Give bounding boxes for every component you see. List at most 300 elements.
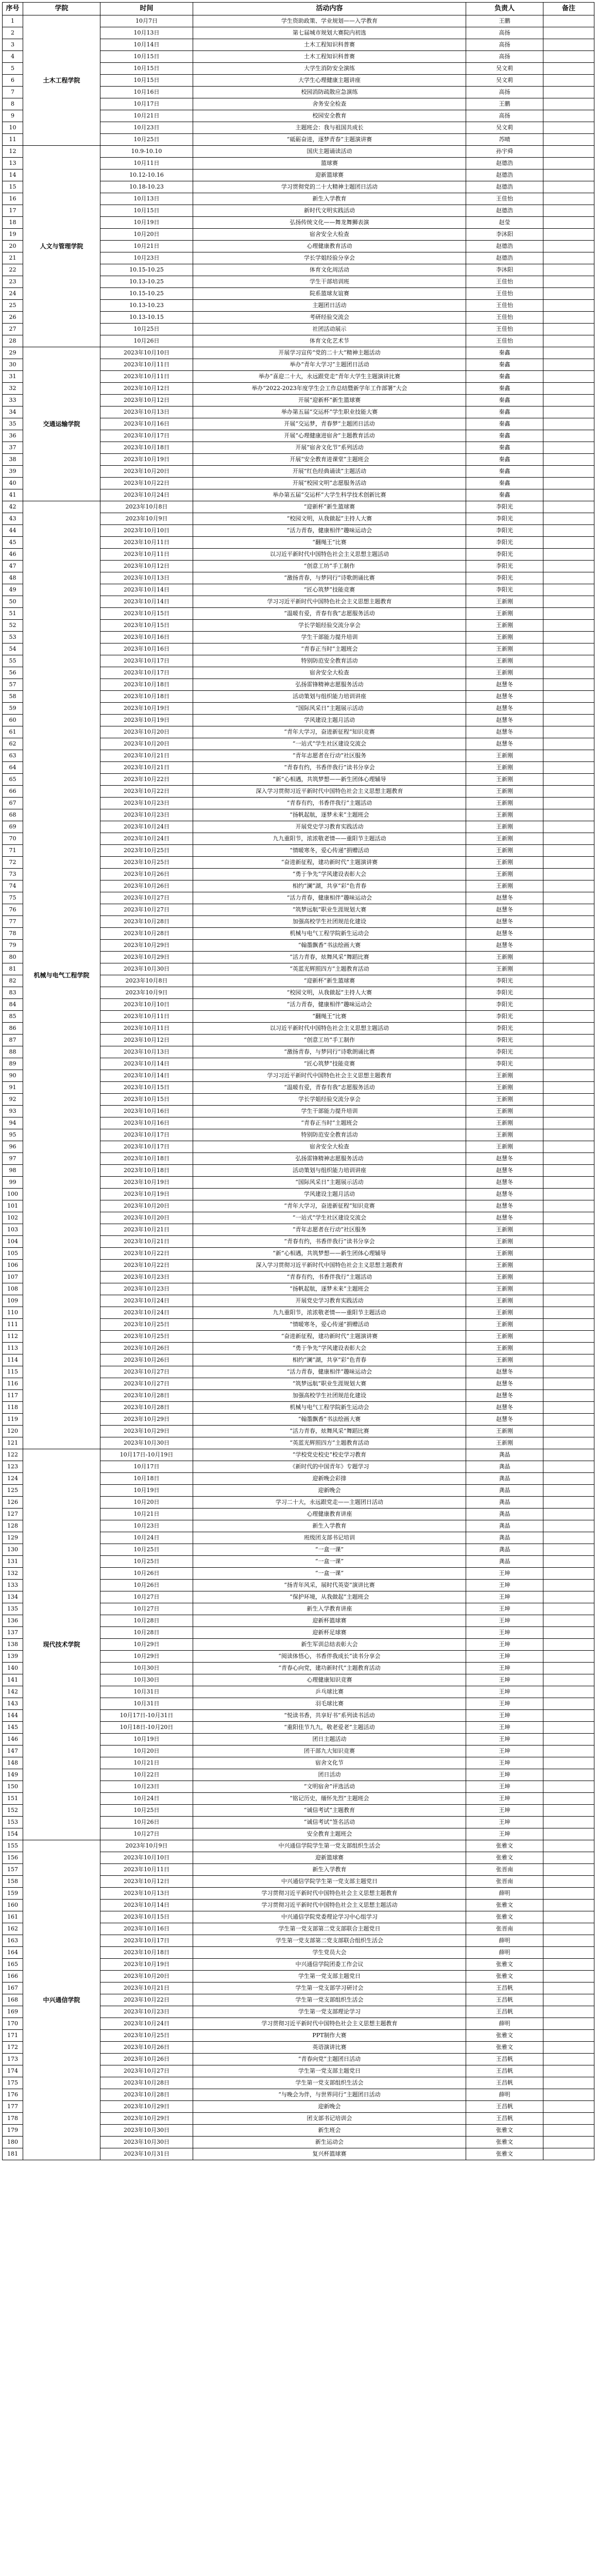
note-cell [543,359,594,371]
time-cell: 10月25日 [100,134,193,146]
row-index: 167 [3,1982,23,1994]
time-cell: 10.18-10.23 [100,181,193,193]
owner-cell: 王新刚 [466,963,543,975]
row-index: 129 [3,1532,23,1544]
time-cell: 2023年10月16日 [100,643,193,655]
row-index: 108 [3,1283,23,1295]
note-cell [543,762,594,774]
time-cell: 2023年10月19日 [100,703,193,715]
owner-cell: 王坤 [466,1805,543,1817]
row-index: 28 [3,335,23,347]
owner-cell: 秦鑫 [466,406,543,418]
time-cell: 2023年10月23日 [100,2006,193,2018]
time-cell: 2023年10月26日 [100,2054,193,2065]
row-index: 7 [3,87,23,98]
activity-cell: “翰墨飘香”书法绘画大赛 [193,1414,466,1426]
activity-cell: 加强高校学生社团规范化建设 [193,916,466,928]
owner-cell: 李阳光 [466,1046,543,1058]
activity-cell: 学生第一党支部理论学习 [193,2006,466,2018]
note-cell [543,1568,594,1580]
note-cell [543,39,594,51]
time-cell: 10月14日 [100,39,193,51]
activity-cell: 学风建设主题月活动 [193,1189,466,1200]
row-index: 5 [3,63,23,75]
owner-cell: 王坤 [466,1757,543,1769]
activity-cell: 团日活动 [193,1769,466,1781]
owner-cell: 王新刚 [466,1106,543,1117]
activity-cell: 学习贯彻习近平新时代中国特色社会主义思想主题教育 [193,2018,466,2030]
activity-cell: 学生第一党支部主题党日 [193,2065,466,2077]
time-cell: 2023年10月17日 [100,655,193,667]
activity-cell: “筑梦远航”职业生涯规划大赛 [193,1378,466,1390]
row-index: 148 [3,1757,23,1769]
owner-cell: 王昌帆 [466,1982,543,1994]
owner-cell: 李阳光 [466,561,543,572]
activity-cell: 新生军训总结表彰大会 [193,1639,466,1651]
row-index: 62 [3,738,23,750]
row-index: 83 [3,987,23,999]
note-cell [543,1485,594,1497]
activity-cell: 弘扬雷锋精神志愿服务活动 [193,679,466,691]
row-index: 178 [3,2113,23,2125]
row-index: 128 [3,1520,23,1532]
note-cell [543,1366,594,1378]
activity-cell: 开展党史学习教育实践活动 [193,821,466,833]
note-cell [543,1035,594,1046]
activity-cell: “国际风采日”主题展示活动 [193,703,466,715]
time-cell: 10月21日 [100,110,193,122]
time-cell: 2023年10月28日 [100,928,193,940]
activity-cell: 迎新杯篮球赛 [193,1615,466,1627]
activity-cell: 体育文化艺术节 [193,335,466,347]
activity-cell: 新生运动会 [193,2137,466,2148]
owner-cell: 王新刚 [466,809,543,821]
activity-cell: 考研经验交流会 [193,312,466,324]
row-index: 64 [3,762,23,774]
note-cell [543,1674,594,1686]
time-cell: 2023年10月21日 [100,1224,193,1236]
time-cell: 2023年10月9日 [100,513,193,525]
activity-cell: 弘扬传统文化——舞龙舞狮表演 [193,217,466,229]
owner-cell: 王新刚 [466,608,543,620]
note-cell [543,1627,594,1639]
note-cell [543,1982,594,1994]
owner-cell: 秦鑫 [466,418,543,430]
activity-cell: 迎新杯足球赛 [193,1627,466,1639]
owner-cell: 秦鑫 [466,466,543,478]
row-index: 57 [3,679,23,691]
activity-cell: 活动策划与组织能力培训讲座 [193,1165,466,1177]
row-index: 9 [3,110,23,122]
row-index: 71 [3,845,23,857]
row-index: 181 [3,2148,23,2160]
time-cell: 2023年10月20日 [100,726,193,738]
note-cell [543,1307,594,1319]
owner-cell: 张雅文 [466,1971,543,1982]
time-cell: 2023年10月16日 [100,418,193,430]
row-index: 47 [3,561,23,572]
time-cell: 10月23日 [100,1520,193,1532]
note-cell [543,1828,594,1840]
note-cell [543,288,594,300]
time-cell: 2023年10月27日 [100,1378,193,1390]
header-activity: 活动内容 [193,3,466,15]
time-cell: 2023年10月12日 [100,1035,193,1046]
table-row [3,1449,594,1461]
time-cell: 10月26日 [100,1568,193,1580]
row-index: 68 [3,809,23,821]
row-index: 29 [3,347,23,359]
row-index: 58 [3,691,23,703]
activity-cell: 中兴通信学院团委工作会议 [193,1959,466,1971]
owner-cell: 王新刚 [466,1343,543,1354]
row-index: 82 [3,975,23,987]
activity-cell: “奋进新征程，建功新时代”主题演讲赛 [193,1331,466,1343]
row-index: 55 [3,655,23,667]
owner-cell: 龚晶 [466,1473,543,1485]
activity-cell: “勇于争先”学风建设表彰大会 [193,1343,466,1354]
activity-cell: 学习二十大，永远跟党走——主题团日活动 [193,1497,466,1509]
owner-cell: 李阳光 [466,1058,543,1070]
activity-cell: 学生第一党支部学习研讨会 [193,1982,466,1994]
note-cell [543,442,594,454]
time-cell: 2023年10月14日 [100,1070,193,1082]
row-index: 54 [3,643,23,655]
activity-cell: “青年大学习，奋进新征程”知识竞赛 [193,1200,466,1212]
table-row [3,501,594,513]
row-index: 50 [3,596,23,608]
note-cell [543,2137,594,2148]
owner-cell: 张雅文 [466,2137,543,2148]
note-cell [543,324,594,335]
note-cell [543,1923,594,1935]
note-cell [543,395,594,406]
owner-cell: 薛明 [466,1935,543,1947]
note-cell [543,2065,594,2077]
table-row [3,15,594,27]
owner-cell: 赵慧冬 [466,916,543,928]
note-cell [543,750,594,762]
note-cell [543,63,594,75]
time-cell: 2023年10月12日 [100,561,193,572]
activity-cell: “迎新杯”新生篮球赛 [193,501,466,513]
note-cell [543,383,594,395]
time-cell: 2023年10月20日 [100,1212,193,1224]
row-index: 51 [3,608,23,620]
activity-cell: 学生第一党支部主题党日 [193,1971,466,1982]
owner-cell: 秦鑫 [466,347,543,359]
time-cell: 2023年10月27日 [100,904,193,916]
time-cell: 2023年10月14日 [100,1058,193,1070]
activity-cell: 新生入学教育 [193,1864,466,1876]
activity-cell: 迎新晚会彩排 [193,1473,466,1485]
note-cell [543,1272,594,1283]
row-index: 155 [3,1840,23,1852]
header-index: 序号 [3,3,23,15]
activity-cell: 开展“校园文明”志愿服务活动 [193,478,466,489]
activity-cell: “活力青春，炫舞风采”舞蹈比赛 [193,1426,466,1437]
time-cell: 2023年10月10日 [100,999,193,1011]
activity-cell: 九九重阳节，浓浓敬老情——重阳节主题活动 [193,833,466,845]
note-cell [543,1876,594,1888]
time-cell: 10月17日 [100,1461,193,1473]
activity-cell: 宿舍安全大检查 [193,229,466,241]
note-cell [543,1793,594,1805]
owner-cell: 王坤 [466,1817,543,1828]
note-cell [543,963,594,975]
note-cell [543,1094,594,1106]
owner-cell: 王新刚 [466,1331,543,1343]
time-cell: 2023年10月25日 [100,1319,193,1331]
owner-cell: 张雅文 [466,2148,543,2160]
owner-cell: 王坤 [466,1639,543,1651]
owner-cell: 张雅文 [466,1852,543,1864]
note-cell [543,1058,594,1070]
time-cell: 10月25日 [100,1556,193,1568]
row-index: 26 [3,312,23,324]
owner-cell: 龚晶 [466,1556,543,1568]
owner-cell: 王新刚 [466,869,543,880]
owner-cell: 王新刚 [466,833,543,845]
activity-cell: 举办“青年大学习”主题团日活动 [193,359,466,371]
activity-cell: 宿舍安全大检查 [193,1141,466,1153]
activity-cell: 篮球赛 [193,158,466,170]
activity-cell: “活力青春，健康相伴”趣味运动会 [193,525,466,537]
time-cell: 2023年10月13日 [100,406,193,418]
activity-cell: “悦读书香，共享好书”系列读书活动 [193,1710,466,1722]
activity-cell: 新时代文明实践活动 [193,205,466,217]
note-cell [543,620,594,632]
note-cell [543,2101,594,2113]
header-note: 备注 [543,3,594,15]
time-cell: 2023年10月21日 [100,1982,193,1994]
row-index: 111 [3,1319,23,1331]
time-cell: 2023年10月12日 [100,395,193,406]
note-cell [543,1189,594,1200]
time-cell: 2023年10月9日 [100,987,193,999]
header-row [3,3,594,15]
row-index: 72 [3,857,23,869]
time-cell: 2023年10月12日 [100,1876,193,1888]
activity-cell: “活力青春，健康相伴”趣味运动会 [193,892,466,904]
time-cell: 10.9-10.10 [100,146,193,158]
activity-cell: “青春正当时”主题班会 [193,1117,466,1129]
activity-cell: 中兴通信学院学生第一党支部主题党日 [193,1876,466,1888]
note-cell [543,1153,594,1165]
owner-cell: 赵德浩 [466,241,543,252]
note-cell [543,15,594,27]
owner-cell: 王新刚 [466,1272,543,1283]
row-index: 18 [3,217,23,229]
time-cell: 2023年10月15日 [100,620,193,632]
row-index: 175 [3,2077,23,2089]
row-index: 170 [3,2018,23,2030]
time-cell: 10月21日 [100,1509,193,1520]
owner-cell: 王新刚 [466,1070,543,1082]
note-cell [543,1023,594,1035]
time-cell: 10月15日 [100,63,193,75]
activity-cell: 举办第五届“交运杯”大学生科学技术创新比赛 [193,489,466,501]
note-cell [543,312,594,324]
activity-cell: “新”心相遇，共筑梦想——新生团体心理辅导 [193,1248,466,1260]
time-cell: 2023年10月28日 [100,2077,193,2089]
owner-cell: 李阳光 [466,549,543,561]
note-cell [543,1911,594,1923]
time-cell: 10月31日 [100,1686,193,1698]
row-index: 30 [3,359,23,371]
activity-cell: “保护环境，从我做起”主题班会 [193,1591,466,1603]
note-cell [543,2006,594,2018]
time-cell: 2023年10月11日 [100,537,193,549]
note-cell [543,1165,594,1177]
activity-cell: 学生资助政策、学业规划——入学教育 [193,15,466,27]
owner-cell: 王坤 [466,1769,543,1781]
note-cell [543,999,594,1011]
note-cell [543,1935,594,1947]
time-cell: 2023年10月23日 [100,809,193,821]
note-cell [543,1248,594,1260]
owner-cell: 秦鑫 [466,489,543,501]
owner-cell: 李阳光 [466,537,543,549]
note-cell [543,1639,594,1651]
row-index: 115 [3,1366,23,1378]
row-index: 165 [3,1959,23,1971]
row-index: 40 [3,478,23,489]
note-cell [543,1461,594,1473]
owner-cell: 王佳怡 [466,300,543,312]
row-index: 157 [3,1864,23,1876]
row-index: 106 [3,1260,23,1272]
time-cell: 10月29日 [100,1651,193,1663]
row-index: 77 [3,916,23,928]
activity-cell: 深入学习贯彻习近平新时代中国特色社会主义思想主题教育 [193,1260,466,1272]
time-cell: 2023年10月14日 [100,584,193,596]
owner-cell: 王新刚 [466,857,543,869]
activity-cell: 迎新篮球赛 [193,170,466,181]
time-cell: 2023年10月20日 [100,1971,193,1982]
row-index: 37 [3,442,23,454]
row-index: 104 [3,1236,23,1248]
time-cell: 2023年10月10日 [100,525,193,537]
note-cell [543,892,594,904]
activity-cell: “活力青春，健康相伴”趣味运动会 [193,1366,466,1378]
activity-cell: “激扬青春，与梦同行”诗歌朗诵比赛 [193,1046,466,1058]
activity-cell: 特别防范安全教育活动 [193,655,466,667]
note-cell [543,1141,594,1153]
note-cell [543,1473,594,1485]
row-index: 162 [3,1923,23,1935]
note-cell [543,1615,594,1627]
owner-cell: 薛明 [466,2089,543,2101]
time-cell: 10月18日-10月20日 [100,1722,193,1734]
owner-cell: 李阳光 [466,987,543,999]
note-cell [543,134,594,146]
time-cell: 2023年10月15日 [100,608,193,620]
note-cell [543,1852,594,1864]
owner-cell: 王坤 [466,1591,543,1603]
note-cell [543,1734,594,1745]
time-cell: 2023年10月15日 [100,1094,193,1106]
time-cell: 2023年10月23日 [100,1283,193,1295]
owner-cell: 赵慧冬 [466,1390,543,1402]
time-cell: 10月15日 [100,51,193,63]
table-row [3,1840,594,1852]
row-index: 145 [3,1722,23,1734]
row-index: 59 [3,703,23,715]
activity-cell: 学长学姐经验交流分享会 [193,1094,466,1106]
time-cell: 2023年10月11日 [100,1011,193,1023]
note-cell [543,537,594,549]
note-cell [543,181,594,193]
activity-cell: 学习贯彻党的二十大精神主题团日活动 [193,181,466,193]
note-cell [543,229,594,241]
time-cell: 2023年10月17日 [100,430,193,442]
time-cell: 10月17日 [100,98,193,110]
row-index: 52 [3,620,23,632]
note-cell [543,1864,594,1876]
row-index: 19 [3,229,23,241]
time-cell: 2023年10月18日 [100,1947,193,1959]
note-cell [543,608,594,620]
note-cell [543,347,594,359]
activity-cell: 举办“喜迎二十大，永远跟党走”青年大学生主题演讲比赛 [193,371,466,383]
activity-cell: “翻绳王”比赛 [193,537,466,549]
time-cell: 2023年10月14日 [100,1900,193,1911]
owner-cell: 张雅文 [466,2042,543,2054]
note-cell [543,110,594,122]
owner-cell: 王新刚 [466,632,543,643]
note-cell [543,1591,594,1603]
time-cell: 2023年10月17日 [100,1935,193,1947]
activity-cell: “校园文明，从我做起”主持人大赛 [193,987,466,999]
row-index: 10 [3,122,23,134]
time-cell: 2023年10月13日 [100,572,193,584]
owner-cell: 王新刚 [466,1307,543,1319]
activity-cell: 学长学姐经验交流分享会 [193,620,466,632]
time-cell: 2023年10月18日 [100,1153,193,1165]
row-index: 21 [3,252,23,264]
note-cell [543,1651,594,1663]
owner-cell: 龚晶 [466,1509,543,1520]
row-index: 74 [3,880,23,892]
time-cell: 10月23日 [100,252,193,264]
owner-cell: 王坤 [466,1580,543,1591]
row-index: 15 [3,181,23,193]
row-index: 134 [3,1591,23,1603]
owner-cell: 王坤 [466,1745,543,1757]
activity-cell: 社团活动展示 [193,324,466,335]
time-cell: 2023年10月8日 [100,975,193,987]
activity-cell: 开展“交运梦，青春梦”主题团日活动 [193,418,466,430]
row-index: 35 [3,418,23,430]
row-index: 101 [3,1200,23,1212]
note-cell [543,821,594,833]
row-index: 103 [3,1224,23,1236]
activity-cell: “一盒一课” [193,1568,466,1580]
row-index: 49 [3,584,23,596]
note-cell [543,1580,594,1591]
row-index: 4 [3,51,23,63]
activity-cell: 学长学姐经验分享会 [193,252,466,264]
owner-cell: 赵慧冬 [466,1177,543,1189]
owner-cell: 秦鑫 [466,371,543,383]
owner-cell: 龚晶 [466,1520,543,1532]
activity-cell: 机械与电气工程学院新生运动会 [193,1402,466,1414]
time-cell: 2023年10月16日 [100,1106,193,1117]
activity-cell: 新生入学教育 [193,1520,466,1532]
note-cell [543,1331,594,1343]
note-cell [543,916,594,928]
